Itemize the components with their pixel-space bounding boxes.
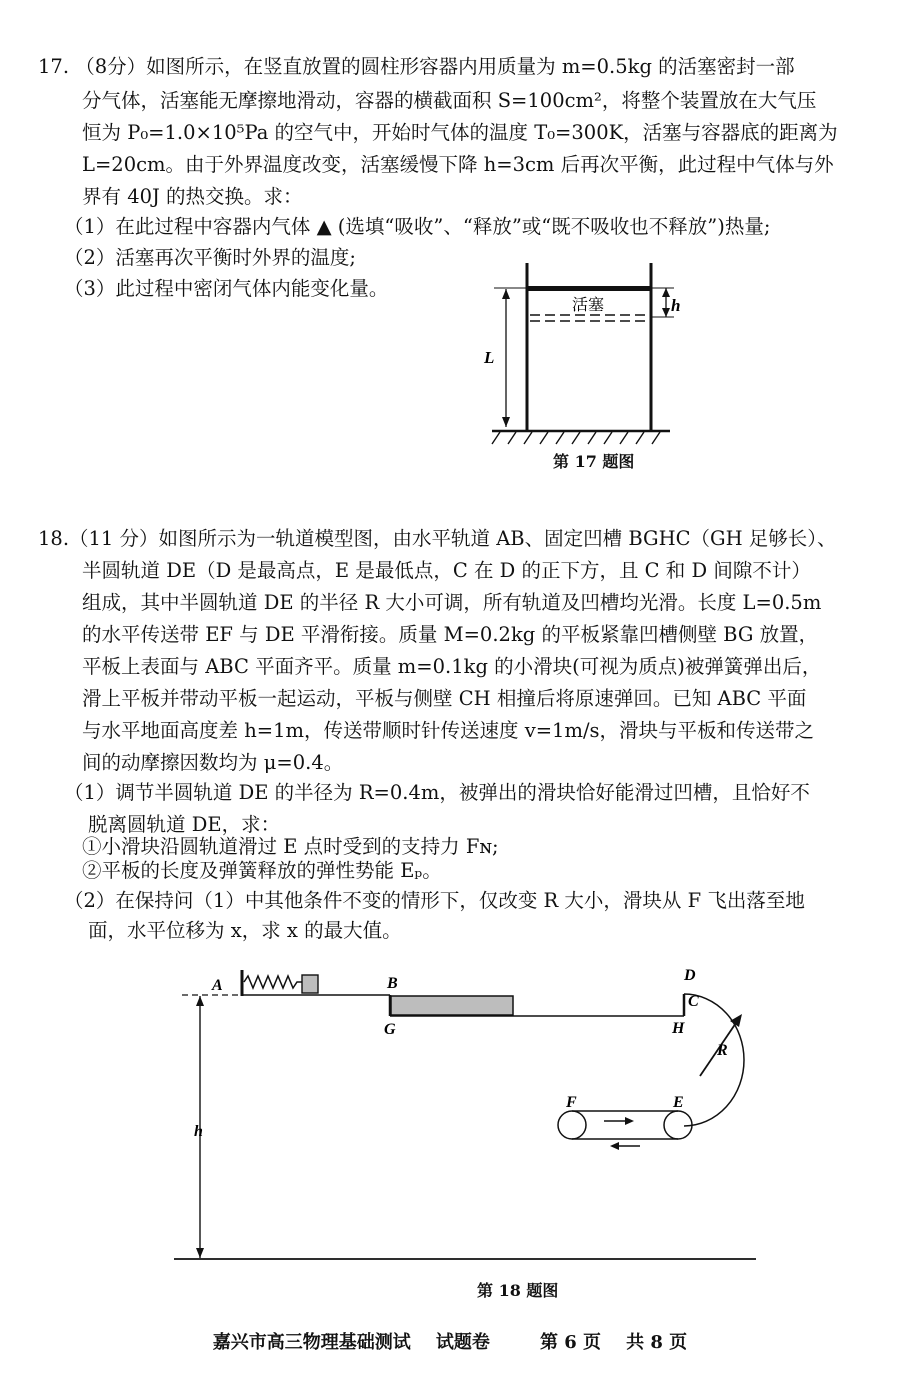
q18-line-6: 滑上平板并带动平板一起运动，平板与侧壁 CH 相撞后将原速弹回。已知 ABC 平面 <box>82 687 807 710</box>
q17-line-7: （2）活塞再次平衡时外界的温度; <box>64 246 356 269</box>
label-A: A <box>212 977 223 994</box>
q17-line-6: （1）在此过程中容器内气体 ▲ (选填“吸收”、“释放”或“既不吸收也不释放”)热量; <box>64 215 771 238</box>
label-R: R <box>717 1042 728 1059</box>
label-D: D <box>684 967 696 984</box>
q17-line-2: 分气体，活塞能无摩擦地滑动，容器的横截面积 S=100cm²，将整个装置放在大气压 <box>82 89 817 112</box>
q18-line-7: 与水平地面高度差 h=1m，传送带顺时针传送速度 v=1m/s，滑块与平板和传送带之 <box>82 719 815 742</box>
q18-line-8: 间的动摩擦因数均为 μ=0.4。 <box>82 751 344 774</box>
q17-caption: 第 17 题图 <box>553 452 635 471</box>
q18-line-5: 平板上表面与 ABC 平面齐平。质量 m=0.1kg 的小滑块(可视为质点)被弹簧弹出后， <box>82 655 822 678</box>
label-E: E <box>673 1094 684 1111</box>
L-label: L <box>484 348 495 367</box>
q17-line-4: L=20cm。由于外界温度改变，活塞缓慢下降 h=3cm 后再次平衡，此过程中气体与外 <box>82 153 834 176</box>
q18-line-13: （2）在保持问（1）中其他条件不变的情形下，仅改变 R 大小，滑块从 F 飞出落至地 <box>64 889 805 912</box>
q18-line-14: 面，水平位移为 x，求 x 的最大值。 <box>88 919 402 942</box>
q17-line-1: 17. （8分）如图所示，在竖直放置的圆柱形容器内用质量为 m=0.5kg 的活塞密封一部 <box>38 55 795 78</box>
q17-line-8: （3）此过程中密闭气体内能变化量。 <box>64 277 389 300</box>
piston <box>528 286 650 291</box>
q18-figure <box>160 958 780 1268</box>
label-C: C <box>688 993 699 1010</box>
q18-line-1: 18.（11 分）如图所示为一轨道模型图，由水平轨道 AB、固定凹槽 BGHC（GH 足够长）、 <box>38 527 837 550</box>
label-B: B <box>387 975 398 992</box>
piston-label: 活塞 <box>572 297 605 314</box>
q18-line-3: 组成，其中半圆轨道 DE 的半径 R 大小可调，所有轨道及凹槽均光滑。长度 L=0.5m <box>82 591 822 614</box>
q17-line-5: 界有 40J 的热交换。求： <box>82 185 303 208</box>
slider-block <box>302 975 318 993</box>
q18-line-11: ①小滑块沿圆轨道滑过 E 点时受到的支持力 Fɴ; <box>82 835 499 858</box>
q18-line-12: ②平板的长度及弹簧释放的弹性势能 Eₚ。 <box>82 859 442 882</box>
label-h: h <box>194 1123 203 1140</box>
q18-line-10: 脱离圆轨道 DE，求： <box>88 813 281 836</box>
q18-line-4: 的水平传送带 EF 与 DE 平滑衔接。质量 M=0.2kg 的平板紧靠凹槽侧壁 BG 放置， <box>82 623 819 646</box>
label-F: F <box>566 1094 577 1111</box>
page-footer: 嘉兴市高三物理基础测试 试题卷 第 6 页 共 8 页 <box>212 1332 688 1353</box>
label-H: H <box>672 1020 685 1037</box>
plate <box>391 996 513 1015</box>
q18-line-9: （1）调节半圆轨道 DE 的半径为 R=0.4m，被弹出的滑块恰好能滑过凹槽，且恰好不 <box>64 781 810 804</box>
q17-line-3: 恒为 P₀=1.0×10⁵Pa 的空气中，开始时气体的温度 T₀=300K，活塞与容器底的距离为 <box>82 121 838 144</box>
label-G: G <box>384 1021 396 1038</box>
q17-figure <box>470 255 690 475</box>
q18-caption: 第 18 题图 <box>477 1281 559 1300</box>
h-label: h <box>671 296 681 315</box>
q18-line-2: 半圆轨道 DE（D 是最高点，E 是最低点，C 在 D 的正下方，且 C 和 D 间隙不计） <box>82 559 811 582</box>
